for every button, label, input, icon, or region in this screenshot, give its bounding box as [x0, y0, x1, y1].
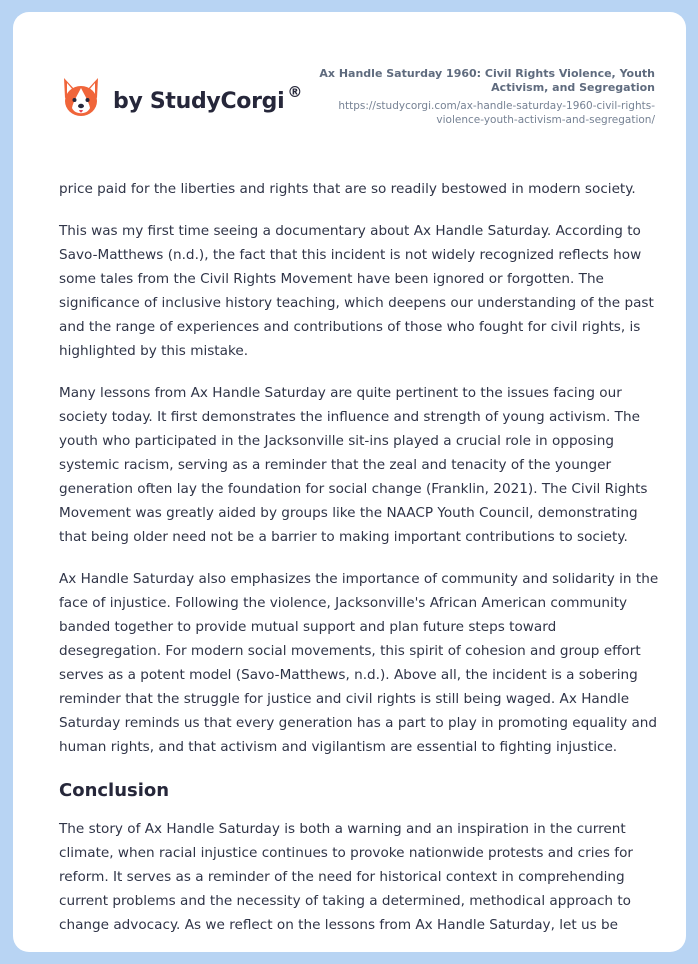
paragraph: Many lessons from Ax Handle Saturday are quite pertinent to the issues facing our society today. It first demonstrates the influence and strength of young activism. The youth who participated in the Jacksonville sit-ins played a crucial role in opposing systemic racism, serving as a reminder that the zeal and tenacity of the younger generation often lay the foundation for social change (Franklin, 2021). The Civil Rights Movement was greatly aided by groups like the NAACP Youth Council, demonstrating that being older need not be a barrier to making important contributions to society.	[59, 385, 648, 545]
corgi-logo-icon	[61, 76, 101, 120]
paragraph: This was my first time seeing a documentary about Ax Handle Saturday. According to Savo-Matthews (n.d.), the fact that this incident is not widely recognized reflects how some tales from the Civil Rights Movement have been ignored or forgotten. The significance of inclusive history teaching, which deepens our understanding of the past and the range of experiences and contributions of those who fought for civil rights, is highlighted by this mistake.	[59, 223, 654, 359]
studycorgi-logo[interactable]	[61, 76, 302, 120]
brand-text: by StudyCorgi	[113, 88, 285, 114]
document-meta	[310, 67, 655, 127]
paragraph: price paid for the liberties and rights that are so readily bestowed in modern society.	[59, 181, 636, 197]
document-url[interactable]: https://studycorgi.com/ax-handle-saturday-1960-civil-rights-violence-youth-activism-and-segregation/	[338, 100, 655, 126]
paragraph: Ax Handle Saturday also emphasizes the importance of community and solidarity in the face of injustice. Following the violence, Jacksonville's African American community banded together to provide mutual support and plan future steps toward desegregation. For modern social movements, this spirit of cohesion and group effort serves as a potent model (Savo-Matthews, n.d.). Above all, the incident is a sobering reminder that the struggle for justice and civil rights is still being waged. Ax Handle Saturday reminds us that every generation has a part to play in promoting equality and human rights, and that activism and vigilantism are essential to fighting injustice.	[59, 571, 659, 755]
document-page	[13, 12, 686, 952]
document-body	[59, 177, 659, 952]
conclusion-paragraph: The story of Ax Handle Saturday is both a warning and an inspiration in the current climate, when racial injustice continues to provoke nationwide protests and cries for reform. It serves as a reminder of the need for historical context in comprehending current problems and the necessity of taking a determined, methodical approach to change advocacy. As we reflect on the lessons from Ax Handle Saturday, let us be	[59, 821, 633, 933]
document-title: Ax Handle Saturday 1960: Civil Rights Violence, Youth Activism, and Segregation	[319, 67, 655, 94]
registered-mark: ®	[287, 82, 303, 101]
brand-name	[113, 82, 303, 114]
conclusion-heading: Conclusion	[59, 780, 170, 801]
